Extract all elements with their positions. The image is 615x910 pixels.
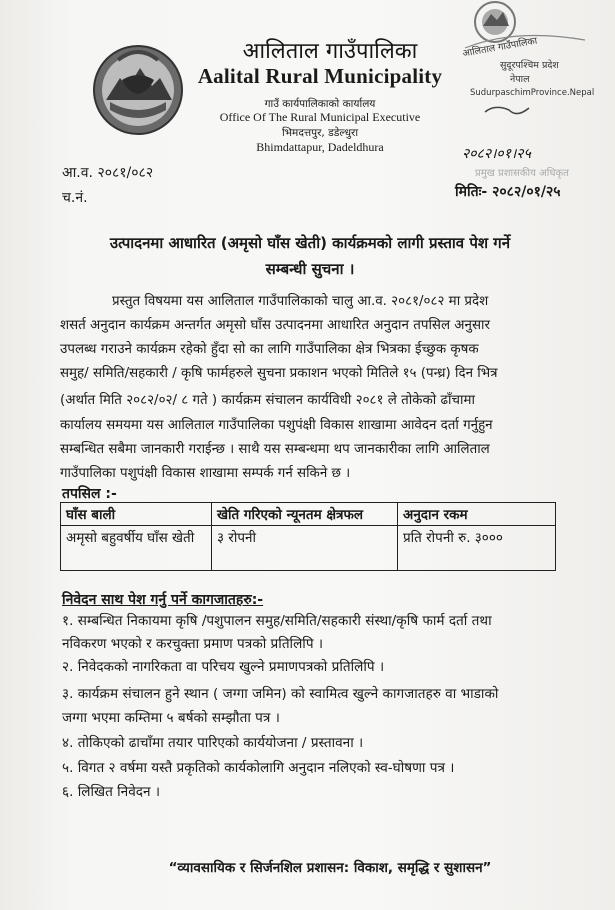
municipality-name-np: आलिताल गाउँपालिका	[242, 39, 418, 64]
seal-designation: प्रमुख प्रशासकीय अधिकृत	[475, 168, 569, 179]
grant-table	[60, 502, 556, 571]
table-cell-crop: अमृसो बहुवर्षीय घाँस खेती	[61, 526, 212, 571]
body-line-8: गाउँपालिका पशुपंक्षी विकास शाखामा सम्पर्क गर्न सकिने छ ।	[60, 466, 351, 481]
subject-line-2: सम्बन्धी सुचना ।	[265, 260, 355, 278]
seal-text-2: सुदूरपश्चिम प्रदेश	[500, 60, 559, 71]
footer-motto: “व्यावसायिक र सिर्जनशिल प्रशासन: विकाश, समृद्धि र सुशासन”	[168, 860, 492, 876]
office-name-np: गाउँ कार्यपालिकाको कार्यालय	[264, 98, 376, 110]
notice-subject	[60, 230, 560, 282]
table-header-row	[61, 503, 556, 526]
body-line-6: कार्यालय समयमा यस आलिताल गाउँपालिका पशुपंक्षी विकास शाखामा आवेदन दर्ता गर्नुहुन	[60, 418, 493, 433]
document-item-1-cont: नविकरण भएको र करचुक्ता प्रमाण पत्रको प्रतिलिपि ।	[62, 636, 324, 652]
document-item-6: ६. लिखित निवेदन ।	[62, 784, 161, 800]
body-line-7: सम्बन्धित सबैमा जानकारी गराईन्छ । साथै यस सम्बन्धमा थप जानकारीका लागि आलिताल	[60, 442, 490, 457]
document-item-4: ४. तोकिएको ढाचाँमा तयार पारिएको कार्ययोजना / प्रस्तावना ।	[62, 735, 364, 751]
fiscal-year: आ.व. २०८१/०८२	[62, 165, 154, 181]
tapsil-label: तपसिल :-	[62, 486, 117, 502]
document-item-3: ३. कार्यक्रम संचालन हुने स्थान ( जग्गा जमिन) को स्वामित्व खुल्ने कागजातहरु वा भाडाको	[62, 686, 499, 702]
body-line-1: प्रस्तुत विषयमा यस आलिताल गाउँपालिकाको चालु आ.व. २०८१/०८२ मा प्रदेश	[112, 294, 489, 309]
body-line-2: शसर्त अनुदान कार्यक्रम अन्तर्गत अमृसो घाँस उत्पादनमा आधारित अनुदान तपसिल अनुसार	[60, 318, 490, 333]
letter-date: मितिः- २०८२/०१/२५	[455, 184, 561, 200]
table-cell-amount: प्रति रोपनी रु. ३०००	[398, 526, 556, 571]
body-line-4: समुह/ समिति/सहकारी / कृषि फार्महरुले सुचना प्रकाशन भएको मितिले १५ (पन्ध्र) दिन भित्र	[60, 366, 498, 381]
seal-text-1: आलिताल गाउँपालिका	[461, 35, 539, 60]
body-line-3: उपलब्ध गराउने कार्यक्रम रहेको हुँदा सो का लागि गाउँपालिका क्षेत्र भित्रका ईच्छुक कृषक	[60, 342, 479, 357]
document-item-1: १. सम्बन्धित निकायमा कृषि /पशुपालन समुह/समिति/सहकारी संस्था/कृषि फार्म दर्ता तथा	[62, 613, 492, 629]
document-item-5: ५. विगत २ वर्षमा यस्तै प्रकृतिको कार्यकोलागि अनुदान नलिएको स्व-घोषणा पत्र ।	[62, 760, 455, 776]
table-cell-area: ३ रोपनी	[212, 526, 398, 571]
table-header-crop: घाँस बाली	[61, 503, 212, 526]
seal-text-4: SudurpaschimProvince.Nepal	[470, 88, 595, 98]
municipality-name-en: Aalital Rural Municipality	[197, 64, 443, 88]
table-header-amount: अनुदान रकम	[398, 503, 556, 526]
documents-title: निवेदन साथ पेश गर्नु पर्ने कागजातहरु:-	[62, 592, 264, 608]
table-header-area: खेति गरिएको न्यूनतम क्षेत्रफल	[212, 503, 398, 526]
office-name-en: Office Of The Rural Municipal Executive	[219, 110, 421, 124]
seal-text-3: नेपाल	[510, 74, 530, 85]
body-line-5: (अर्थात मिति २०८२/०२/ ८ गते ) कार्यक्रम संचालन कार्यविधी २०८१ ले तोकेको ढाँचामा	[60, 393, 475, 408]
signature-date: २०८२।०१।२५	[462, 146, 531, 162]
address-np: भिमदत्तपुर, डडेल्धुरा	[281, 127, 359, 139]
table-row	[61, 526, 556, 571]
document-item-2: २. निवेदकको नागरिकता वा परिचय खुल्ने प्रमाणपत्रको प्रतिलिपि ।	[62, 659, 385, 675]
letter-number: च.नं.	[62, 190, 88, 206]
document-item-3-cont: जग्गा भएमा कम्तिमा ५ बर्षको सम्झौता पत्र ।	[62, 710, 280, 726]
subject-line-1: उत्पादनमा आधारित (अमृसो घाँस खेती) कार्यक्रमको लागी प्रस्ताव पेश गर्ने	[109, 234, 511, 252]
address-en: Bhimdattapur, Dadeldhura	[256, 140, 384, 154]
nepal-emblem-icon	[88, 40, 188, 140]
